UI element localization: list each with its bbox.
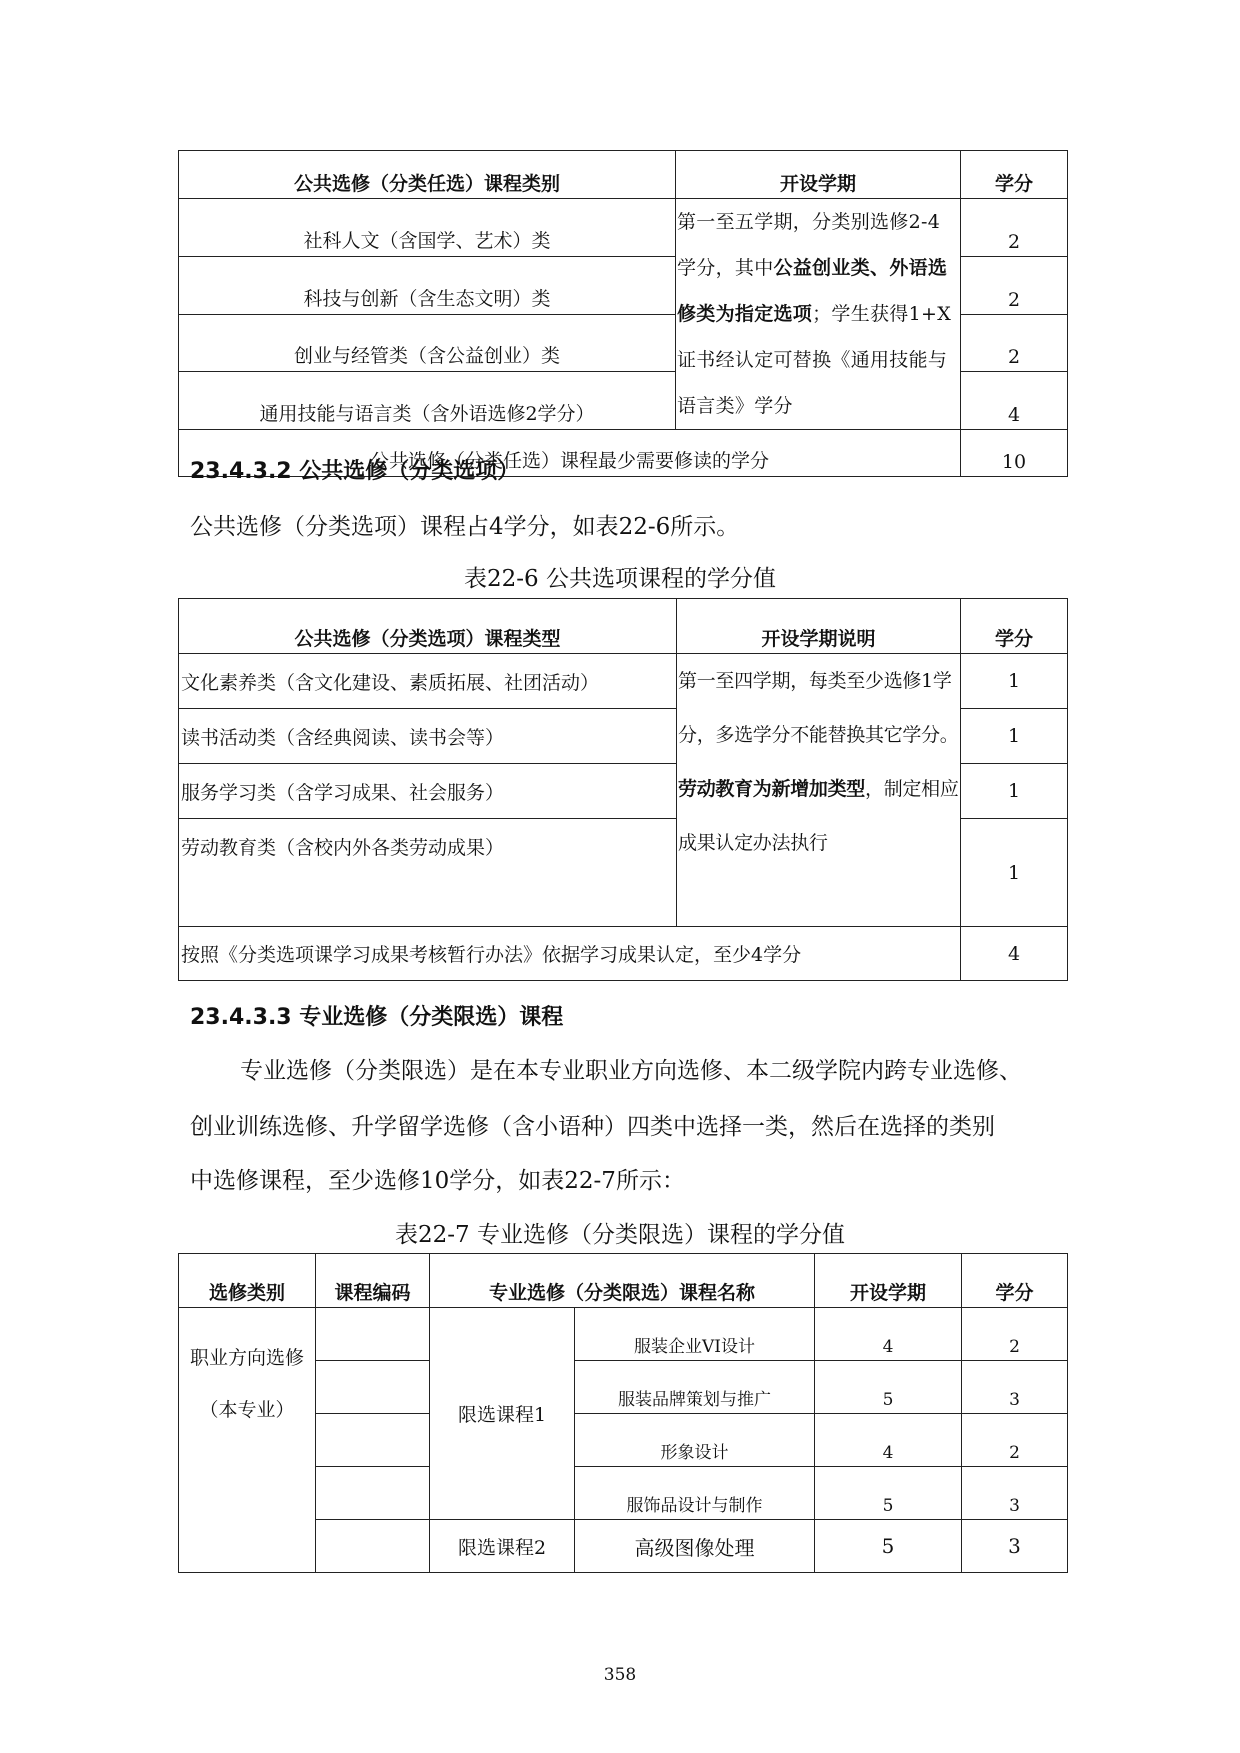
credit-cell: 1 [961, 654, 1068, 709]
table-header-row [179, 599, 1068, 654]
category-cell: 社科人文（含国学、艺术）类 [179, 199, 676, 257]
note-text: ，制定相应成果认定办法执行 [678, 778, 959, 854]
note-text: 第一至五学期，分类别选修2-4学分，其中 [677, 211, 941, 279]
total-label: 按照《分类选项课学习成果考核暂行办法》依据学习成果认定，至少4学分 [179, 927, 961, 981]
header-semester: 开设学期说明 [677, 599, 961, 654]
section-heading: 23.4.3.3 专业选修（分类限选）课程 [190, 1005, 564, 1030]
header-credit: 学分 [961, 599, 1068, 654]
header-semester: 开设学期 [676, 151, 961, 199]
course-code-cell [316, 1467, 430, 1520]
category-cell: 科技与创新（含生态文明）类 [179, 256, 676, 314]
course-name-cell: 形象设计 [575, 1414, 815, 1467]
credit-cell: 1 [961, 819, 1068, 927]
credit-cell: 2 [962, 1308, 1068, 1361]
category-cell: 服务学习类（含学习成果、社会服务） [179, 764, 677, 819]
header-semester: 开设学期 [815, 1254, 962, 1308]
category-cell: 劳动教育类（含校内外各类劳动成果） [179, 819, 677, 927]
credit-cell: 3 [962, 1467, 1068, 1520]
elective-type-line: 职业方向选修 [189, 1347, 304, 1369]
header-category: 公共选修（分类任选）课程类别 [179, 151, 676, 199]
credit-cell: 4 [961, 372, 1068, 430]
elective-type-line: （本专业） [199, 1399, 295, 1421]
header-code: 课程编码 [316, 1254, 430, 1308]
semester-cell: 5 [815, 1361, 962, 1414]
table-total-row [179, 927, 1068, 981]
section-paragraph-line: 中选修课程，至少选修10学分，如表22-7所示： [190, 1168, 685, 1194]
category-cell: 读书活动类（含经典阅读、读书会等） [179, 709, 677, 764]
semester-cell: 5 [815, 1467, 962, 1520]
header-category: 公共选修（分类选项）课程类型 [179, 599, 677, 654]
course-name-cell: 服装企业VI设计 [575, 1308, 815, 1361]
section-paragraph: 公共选修（分类选项）课程占4学分，如表22-6所示。 [190, 514, 740, 540]
course-code-cell [316, 1520, 430, 1573]
table-row [179, 654, 1068, 709]
category-cell: 通用技能与语言类（含外语选修2学分） [179, 372, 676, 430]
course-name-cell: 高级图像处理 [575, 1520, 815, 1573]
semester-cell: 4 [815, 1414, 962, 1467]
table-header-row [179, 151, 1068, 199]
header-credit: 学分 [961, 151, 1068, 199]
credit-cell: 1 [961, 709, 1068, 764]
note-bold-text: 公益创业类、外语选修类为指定选项 [677, 257, 948, 325]
semester-note [676, 199, 961, 430]
course-code-cell [316, 1308, 430, 1361]
page-number: 358 [603, 1665, 637, 1685]
total-credit: 10 [961, 430, 1068, 477]
note-text: 第一至四学期，每类至少选修1学分，多选学分不能替换其它学分。 [678, 670, 959, 746]
group-label: 限选课程2 [430, 1520, 575, 1573]
total-label: 公共选修（分类任选）课程最少需要修读的学分 [179, 430, 961, 477]
credit-cell: 2 [961, 199, 1068, 257]
header-credit: 学分 [962, 1254, 1068, 1308]
note-bold-text: 劳动教育为新增加类型 [678, 778, 866, 800]
section-heading: 23.4.3.2 公共选修（分类选项） [190, 459, 520, 484]
table-caption: 表22-7 专业选修（分类限选）课程的学分值 [395, 1222, 845, 1248]
group-label: 限选课程1 [430, 1308, 575, 1520]
elective-type-cell [179, 1308, 316, 1573]
table-caption: 表22-6 公共选项课程的学分值 [464, 566, 776, 592]
credit-cell: 2 [961, 314, 1068, 372]
category-cell: 创业与经管类（含公益创业）类 [179, 314, 676, 372]
table-header-row [179, 1254, 1068, 1308]
note-text: ；学生获得1+X证书经认定可替换《通用技能与语言类》学分 [677, 303, 952, 417]
semester-note [677, 654, 961, 927]
table-professional-elective [178, 1253, 1068, 1573]
table-row [179, 199, 1068, 257]
credit-cell: 3 [962, 1361, 1068, 1414]
table-row [179, 1308, 1068, 1361]
credit-cell: 2 [961, 256, 1068, 314]
header-type: 选修类别 [179, 1254, 316, 1308]
semester-cell: 5 [815, 1520, 962, 1573]
table-elective-any [178, 150, 1068, 477]
credit-cell: 3 [962, 1520, 1068, 1573]
course-name-cell: 服饰品设计与制作 [575, 1467, 815, 1520]
table-elective-option [178, 598, 1068, 981]
section-paragraph-line: 创业训练选修、升学留学选修（含小语种）四类中选择一类，然后在选择的类别 [190, 1114, 995, 1140]
section-paragraph-line: 专业选修（分类限选）是在本专业职业方向选修、本二级学院内跨专业选修、 [240, 1058, 1022, 1084]
header-course-name: 专业选修（分类限选）课程名称 [430, 1254, 815, 1308]
credit-cell: 1 [961, 764, 1068, 819]
category-cell: 文化素养类（含文化建设、素质拓展、社团活动） [179, 654, 677, 709]
course-code-cell [316, 1414, 430, 1467]
course-code-cell [316, 1361, 430, 1414]
semester-cell: 4 [815, 1308, 962, 1361]
total-credit: 4 [961, 927, 1068, 981]
course-name-cell: 服装品牌策划与推广 [575, 1361, 815, 1414]
credit-cell: 2 [962, 1414, 1068, 1467]
